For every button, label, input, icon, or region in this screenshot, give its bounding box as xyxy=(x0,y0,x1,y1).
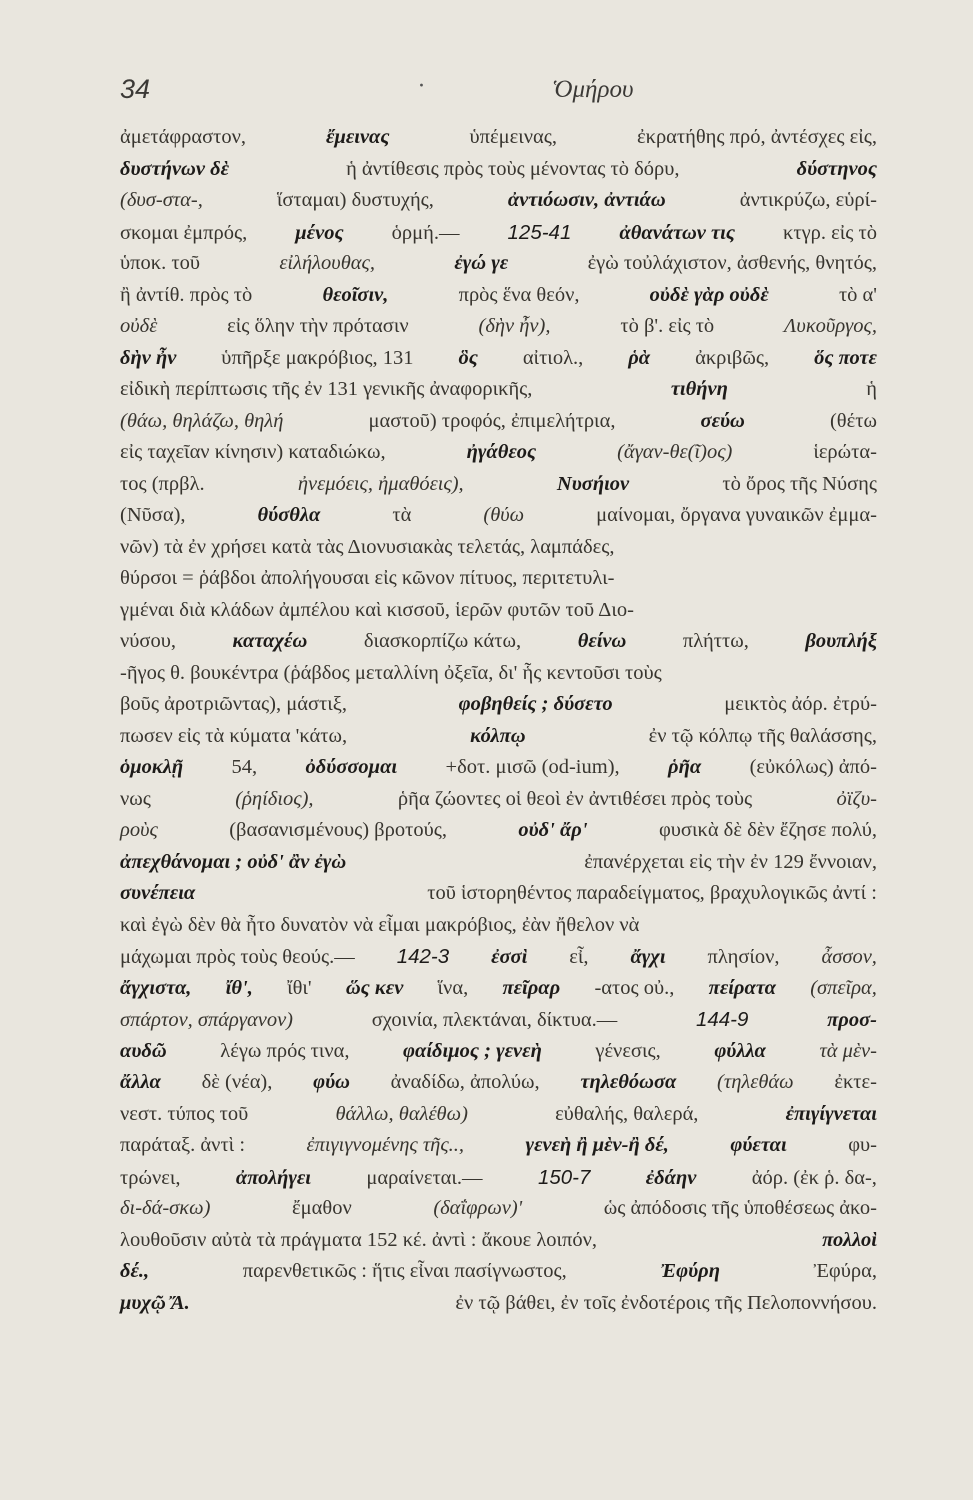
text-segment: 54, xyxy=(231,756,258,778)
text-segment: +δοτ. μισῶ (od-ium), xyxy=(445,756,620,778)
text-line xyxy=(120,1256,877,1288)
text-segment: πωσεν εἰς τὰ κύματα 'κάτω, xyxy=(120,724,348,747)
text-segment: εἰλήλουθας, xyxy=(279,252,375,274)
text-segment: (δυσ-στα-, xyxy=(120,189,203,211)
text-line xyxy=(120,469,877,501)
text-segment: ὃς xyxy=(458,346,478,369)
text-line xyxy=(120,248,877,280)
text-segment: ῥὰ xyxy=(628,346,651,369)
text-segment: σκομαι ἐμπρός, xyxy=(120,221,248,244)
text-segment: δὲ (νέα), xyxy=(201,1071,273,1093)
text-segment: ἐν τῷ κόλπῳ τῆς θαλάσσης, xyxy=(648,724,877,747)
text-segment: 144-9 xyxy=(695,1008,749,1031)
text-line xyxy=(120,595,877,627)
text-segment: φύεται xyxy=(730,1134,787,1156)
text-line xyxy=(120,847,877,879)
text-segment: αυδῶ xyxy=(120,1039,167,1062)
text-segment: ὀϊζυ- xyxy=(836,787,877,810)
text-segment: ἀντιόωσιν, ἀντιάω xyxy=(507,189,666,211)
text-segment: θύρσοι = ῥάβδοι ἀπολήγουσαι εἰς κῶνον πίτυος, περιτετυλι- xyxy=(120,567,615,589)
text-segment: φύλλα xyxy=(714,1039,766,1062)
text-line xyxy=(120,280,877,312)
text-segment: εἰς ταχεῖαν κίνησιν) καταδιώκω, xyxy=(120,441,386,463)
text-segment: σεύω xyxy=(700,409,745,432)
running-title: Ὁμήρου xyxy=(552,76,634,103)
text-segment: ἐν τῷ βάθει, ἐν τοῖς ἐνδοτέροις τῆς Πελοποννήσου. xyxy=(455,1291,877,1314)
text-segment: παρενθετικῶς : ἥτις εἶναι πασίγνωστος, xyxy=(242,1260,567,1282)
text-segment: (δαΐφρων)' xyxy=(433,1197,523,1219)
text-segment: ὑπῆρξε μακρόβιος, 131 xyxy=(221,346,414,369)
text-segment: Ἐφύρη xyxy=(660,1260,720,1282)
text-segment: σχοινία, πλεκτάναι, δίκτυα.— xyxy=(371,1009,618,1031)
text-segment: αἰτιολ., xyxy=(522,346,584,369)
text-segment: δυστήνων δὲ xyxy=(120,157,229,180)
text-segment: φύω xyxy=(313,1071,350,1093)
text-segment: δὴν ἦν xyxy=(120,346,177,369)
text-segment: 125-41 xyxy=(507,220,572,244)
text-segment: ὑποκ. τοῦ xyxy=(120,252,200,274)
text-segment: οὐδ' ἄρ' xyxy=(518,819,588,841)
text-line xyxy=(120,1130,877,1162)
text-segment: ἱερώτα- xyxy=(813,441,877,463)
text-segment: ἆσσον, xyxy=(821,946,877,968)
text-segment: ἵνα, xyxy=(437,976,469,999)
text-segment: φυσικὰ δὲ δὲν ἔζησε πολύ, xyxy=(658,819,877,841)
text-segment: Λυκοῦργος, xyxy=(784,315,877,337)
text-segment: ὀδύσσομαι xyxy=(305,756,398,778)
text-segment: προσ- xyxy=(827,1009,877,1031)
text-segment: (θέτω xyxy=(829,409,877,432)
text-segment: νύσου, xyxy=(120,630,176,652)
text-segment: γένεσις, xyxy=(595,1039,661,1062)
text-segment: ὑπέμεινας, xyxy=(469,126,558,148)
text-segment: ὁμοκλῇ xyxy=(120,756,184,778)
text-segment: θεοῖσιν, xyxy=(322,283,389,306)
text-segment: ἴθι' xyxy=(287,976,312,999)
text-segment: -ατος οὐ., xyxy=(594,976,675,999)
text-segment: γενεὴ ἢ μὲν-ἢ δέ, xyxy=(525,1134,669,1156)
text-segment: ἄγχι xyxy=(630,946,666,968)
text-line xyxy=(120,1067,877,1099)
text-segment: (σπεῖρα, xyxy=(810,976,877,999)
text-line xyxy=(120,941,877,973)
text-segment: συνέπεια xyxy=(120,882,196,904)
text-segment: (θάω, θηλάζω, θηλή xyxy=(120,409,284,432)
text-segment: ὁρμή.— xyxy=(391,221,460,244)
text-segment: βοῦς ἀροτριῶντας), μάστιξ, xyxy=(120,693,348,715)
text-segment: φαίδιμος ; γενεὴ xyxy=(403,1039,542,1062)
text-segment: (ῥηίδιος), xyxy=(235,787,314,810)
text-segment: πολλοὶ xyxy=(822,1228,877,1251)
body-text xyxy=(120,122,877,1319)
text-segment: φυ- xyxy=(848,1134,877,1156)
text-segment: ἐσσὶ xyxy=(491,946,528,968)
text-segment: κόλπῳ xyxy=(470,724,526,747)
text-segment: διασκορπίζω κάτω, xyxy=(363,630,522,652)
text-segment: πλησίον, xyxy=(707,946,780,968)
text-segment: κτγρ. εἰς τὸ xyxy=(783,221,877,244)
text-segment: Νυσήιον xyxy=(556,472,630,495)
text-segment: δι-δά-σκω) xyxy=(120,1197,211,1219)
text-segment: ἴθ', xyxy=(225,976,253,999)
text-segment: σπάρτον, σπάργανον) xyxy=(120,1009,294,1031)
text-segment: ἠνεμόεις, ἠμαθόεις), xyxy=(297,472,464,495)
text-line xyxy=(120,973,877,1005)
text-segment: ἐπανέρχεται εἰς τὴν ἐν 129 ἔννοιαν, xyxy=(584,850,877,873)
text-segment: φοβηθείς ; δύσετο xyxy=(458,693,613,715)
text-segment: (δὴν ἦν), xyxy=(478,315,551,337)
text-segment: θείνω xyxy=(577,630,627,652)
text-segment: μαίνομαι, ὄργανα γυναικῶν ἐμμα- xyxy=(596,504,877,526)
text-segment: πεῖραρ xyxy=(502,976,561,999)
text-segment: ἀμετάφραστον, xyxy=(120,126,247,148)
text-segment: νῶν) τὰ ἐν χρήσει κατὰ τὰς Διονυσιακὰς τελετάς, λαμπάδες, xyxy=(120,535,615,558)
text-segment: (βασανισμένους) βροτούς, xyxy=(229,819,447,841)
text-segment: λουθοῦσιν αὐτὰ τὰ πράγματα 152 κέ. ἀντὶ : ἄκουε λοιπόν, xyxy=(120,1228,598,1251)
text-segment: (ἄγαν-θε(ῖ)ος) xyxy=(617,441,733,463)
text-line xyxy=(120,374,877,406)
text-segment: (εὐκόλως) ἀπό- xyxy=(749,756,877,778)
text-segment: (τηλεθάω xyxy=(717,1071,794,1093)
text-segment: ἡ xyxy=(866,378,877,400)
text-line xyxy=(120,154,877,186)
text-segment: ὥς κεν xyxy=(345,976,404,999)
text-segment: ἐπιγίγνεται xyxy=(785,1102,877,1125)
text-segment: μεικτὸς ἀόρ. ἐτρύ- xyxy=(724,693,877,715)
text-segment: -ῆγος θ. βουκέντρα (ῥάβδος μεταλλίνη ὀξεῖα, δι' ἧς κεντοῦσι τοὺς xyxy=(120,661,662,684)
text-line xyxy=(120,437,877,469)
text-segment: μυχῷ Ἄ. xyxy=(120,1291,190,1314)
text-segment: καταχέω xyxy=(232,630,308,652)
text-line xyxy=(120,878,877,910)
text-segment: ροὺς xyxy=(120,819,158,841)
text-segment: ἵσταμαι) δυστυχής, xyxy=(276,189,434,211)
text-segment: παράταξ. ἀντὶ : xyxy=(120,1134,246,1156)
text-line xyxy=(120,910,877,942)
text-segment: λέγω πρός τινα, xyxy=(220,1039,350,1062)
text-segment: τιθήνη xyxy=(670,378,728,400)
text-segment: τὰ μὲν- xyxy=(819,1039,877,1062)
text-segment: δύστηνος xyxy=(796,157,877,180)
text-segment: τὰ xyxy=(392,504,412,526)
text-segment: ῥῆα xyxy=(668,756,702,778)
text-segment: μαστοῦ) τροφός, ἐπιμελήτρια, xyxy=(368,409,616,432)
text-segment: θύσθλα xyxy=(257,504,321,526)
text-segment: 142-3 xyxy=(396,945,450,968)
text-segment: ἐγὼ τοὐλάχιστον, ἀσθενής, θνητός, xyxy=(587,252,877,274)
text-line xyxy=(120,406,877,438)
text-segment: ἐπιγιγνομένης τῆς.., xyxy=(306,1134,465,1156)
text-segment: ὡς ἀπόδοσις τῆς ὑποθέσεως ἀκο- xyxy=(603,1197,877,1219)
text-line xyxy=(120,1099,877,1131)
text-line xyxy=(120,1036,877,1068)
text-line xyxy=(120,217,877,249)
text-line xyxy=(120,1162,877,1194)
text-segment: εὐθαλής, θαλερά, xyxy=(555,1102,699,1125)
text-segment: ἠγάθεος xyxy=(466,441,537,463)
text-segment: πρὸς ἕνα θεόν, xyxy=(458,283,580,306)
text-line xyxy=(120,1288,877,1320)
text-line xyxy=(120,815,877,847)
text-line xyxy=(120,500,877,532)
text-segment: ἐγώ γε xyxy=(454,252,509,274)
text-segment: εἰς ὅλην τὴν πρότασιν xyxy=(227,315,409,337)
text-line xyxy=(120,626,877,658)
text-segment: τρώνει, xyxy=(120,1166,181,1189)
text-segment: ἐκρατήθης πρό, ἀντέσχες εἰς, xyxy=(637,126,877,148)
text-segment: ἢ ἀντίθ. πρὸς τὸ xyxy=(120,283,253,306)
page-header xyxy=(120,74,875,114)
text-segment: νως xyxy=(120,787,151,810)
text-segment: νεστ. τύπος τοῦ xyxy=(120,1102,249,1125)
text-segment: (θύω xyxy=(483,504,525,526)
text-segment: ἀθανάτων τις xyxy=(619,221,735,244)
text-segment: δέ., xyxy=(120,1260,150,1282)
header-dot: · xyxy=(418,74,425,99)
text-line xyxy=(120,1193,877,1225)
text-segment: ἐδάην xyxy=(645,1166,697,1189)
text-segment: ῥῆα ζώοντες οἱ θεοὶ ἐν ἀντιθέσει πρὸς τοὺς xyxy=(397,787,753,810)
text-segment: τὸ α' xyxy=(838,283,877,306)
text-segment: καὶ ἐγὼ δὲν θὰ ἦτο δυνατὸν νὰ εἶμαι μακρόβιος, ἐὰν ἤθελον νὰ xyxy=(120,913,640,936)
text-segment: ἔμεινας xyxy=(326,126,390,148)
text-line xyxy=(120,658,877,690)
text-segment: θάλλω, θαλέθω) xyxy=(335,1102,468,1125)
text-segment: ἀπολήγει xyxy=(235,1166,311,1189)
text-segment: οὐδὲ xyxy=(120,315,158,337)
text-line xyxy=(120,122,877,154)
text-segment: εἶ, xyxy=(569,946,589,968)
text-line xyxy=(120,721,877,753)
text-segment: ἡ ἀντίθεσις πρὸς τοὺς μένοντας τὸ δόρυ, xyxy=(346,157,680,180)
text-segment: τὸ β'. εἰς τὸ xyxy=(620,315,715,337)
text-segment: ἄγχιστα, xyxy=(120,976,192,999)
text-segment: ἀκριβῶς, xyxy=(695,346,770,369)
text-line xyxy=(120,752,877,784)
text-segment: ἀναδίδω, ἀπολύω, xyxy=(390,1071,540,1093)
text-segment: πλήττω, xyxy=(682,630,749,652)
text-segment: 150-7 xyxy=(537,1165,591,1189)
text-segment: μένος xyxy=(295,221,344,244)
text-segment: ἄλλα xyxy=(120,1071,161,1093)
text-line xyxy=(120,343,877,375)
text-line xyxy=(120,1004,877,1036)
text-line xyxy=(120,784,877,816)
text-segment: τοῦ ἱστορηθέντος παραδείγματος, βραχυλογικῶς ἀντί : xyxy=(427,882,877,904)
page-number: 34 xyxy=(120,74,151,104)
text-line xyxy=(120,689,877,721)
text-segment: οὐδὲ γὰρ οὐδὲ xyxy=(649,283,769,306)
text-segment: πείρατα xyxy=(708,976,776,999)
text-segment: ἔμαθον xyxy=(292,1197,352,1219)
text-segment: εἰδικὴ περίπτωσις τῆς ἐν 131 γενικῆς ἀναφορικῆς, xyxy=(120,378,533,400)
text-segment: (Νῦσα), xyxy=(120,504,186,526)
text-segment: τος (πρβλ. xyxy=(120,472,205,495)
text-segment: ἀπεχθάνομαι ; οὐδ' ἂν ἐγὼ xyxy=(120,850,347,873)
text-line xyxy=(120,311,877,343)
text-line xyxy=(120,532,877,564)
text-segment: ἐκτε- xyxy=(834,1071,877,1093)
text-segment: γμέναι διὰ κλάδων ἀμπέλου καὶ κισσοῦ, ἱερῶν φυτῶν τοῦ Διο- xyxy=(120,598,634,621)
text-segment: ἀντικρύζω, εὑρί- xyxy=(739,189,877,211)
text-segment: ἀόρ. (ἐκ ῥ. δα-, xyxy=(751,1166,877,1189)
text-line xyxy=(120,1225,877,1257)
text-segment: μαραίνεται.— xyxy=(366,1166,483,1189)
text-segment: ὅς ποτε xyxy=(814,346,877,369)
text-segment: Ἐφύρα, xyxy=(813,1260,877,1282)
text-segment: μάχωμαι πρὸς τοὺς θεούς.— xyxy=(120,946,355,968)
text-line xyxy=(120,563,877,595)
text-segment: βουπλήξ xyxy=(805,630,877,652)
text-segment: τὸ ὄρος τῆς Νύσης xyxy=(722,472,877,495)
text-line xyxy=(120,185,877,217)
text-segment: τηλεθόωσα xyxy=(580,1071,677,1093)
